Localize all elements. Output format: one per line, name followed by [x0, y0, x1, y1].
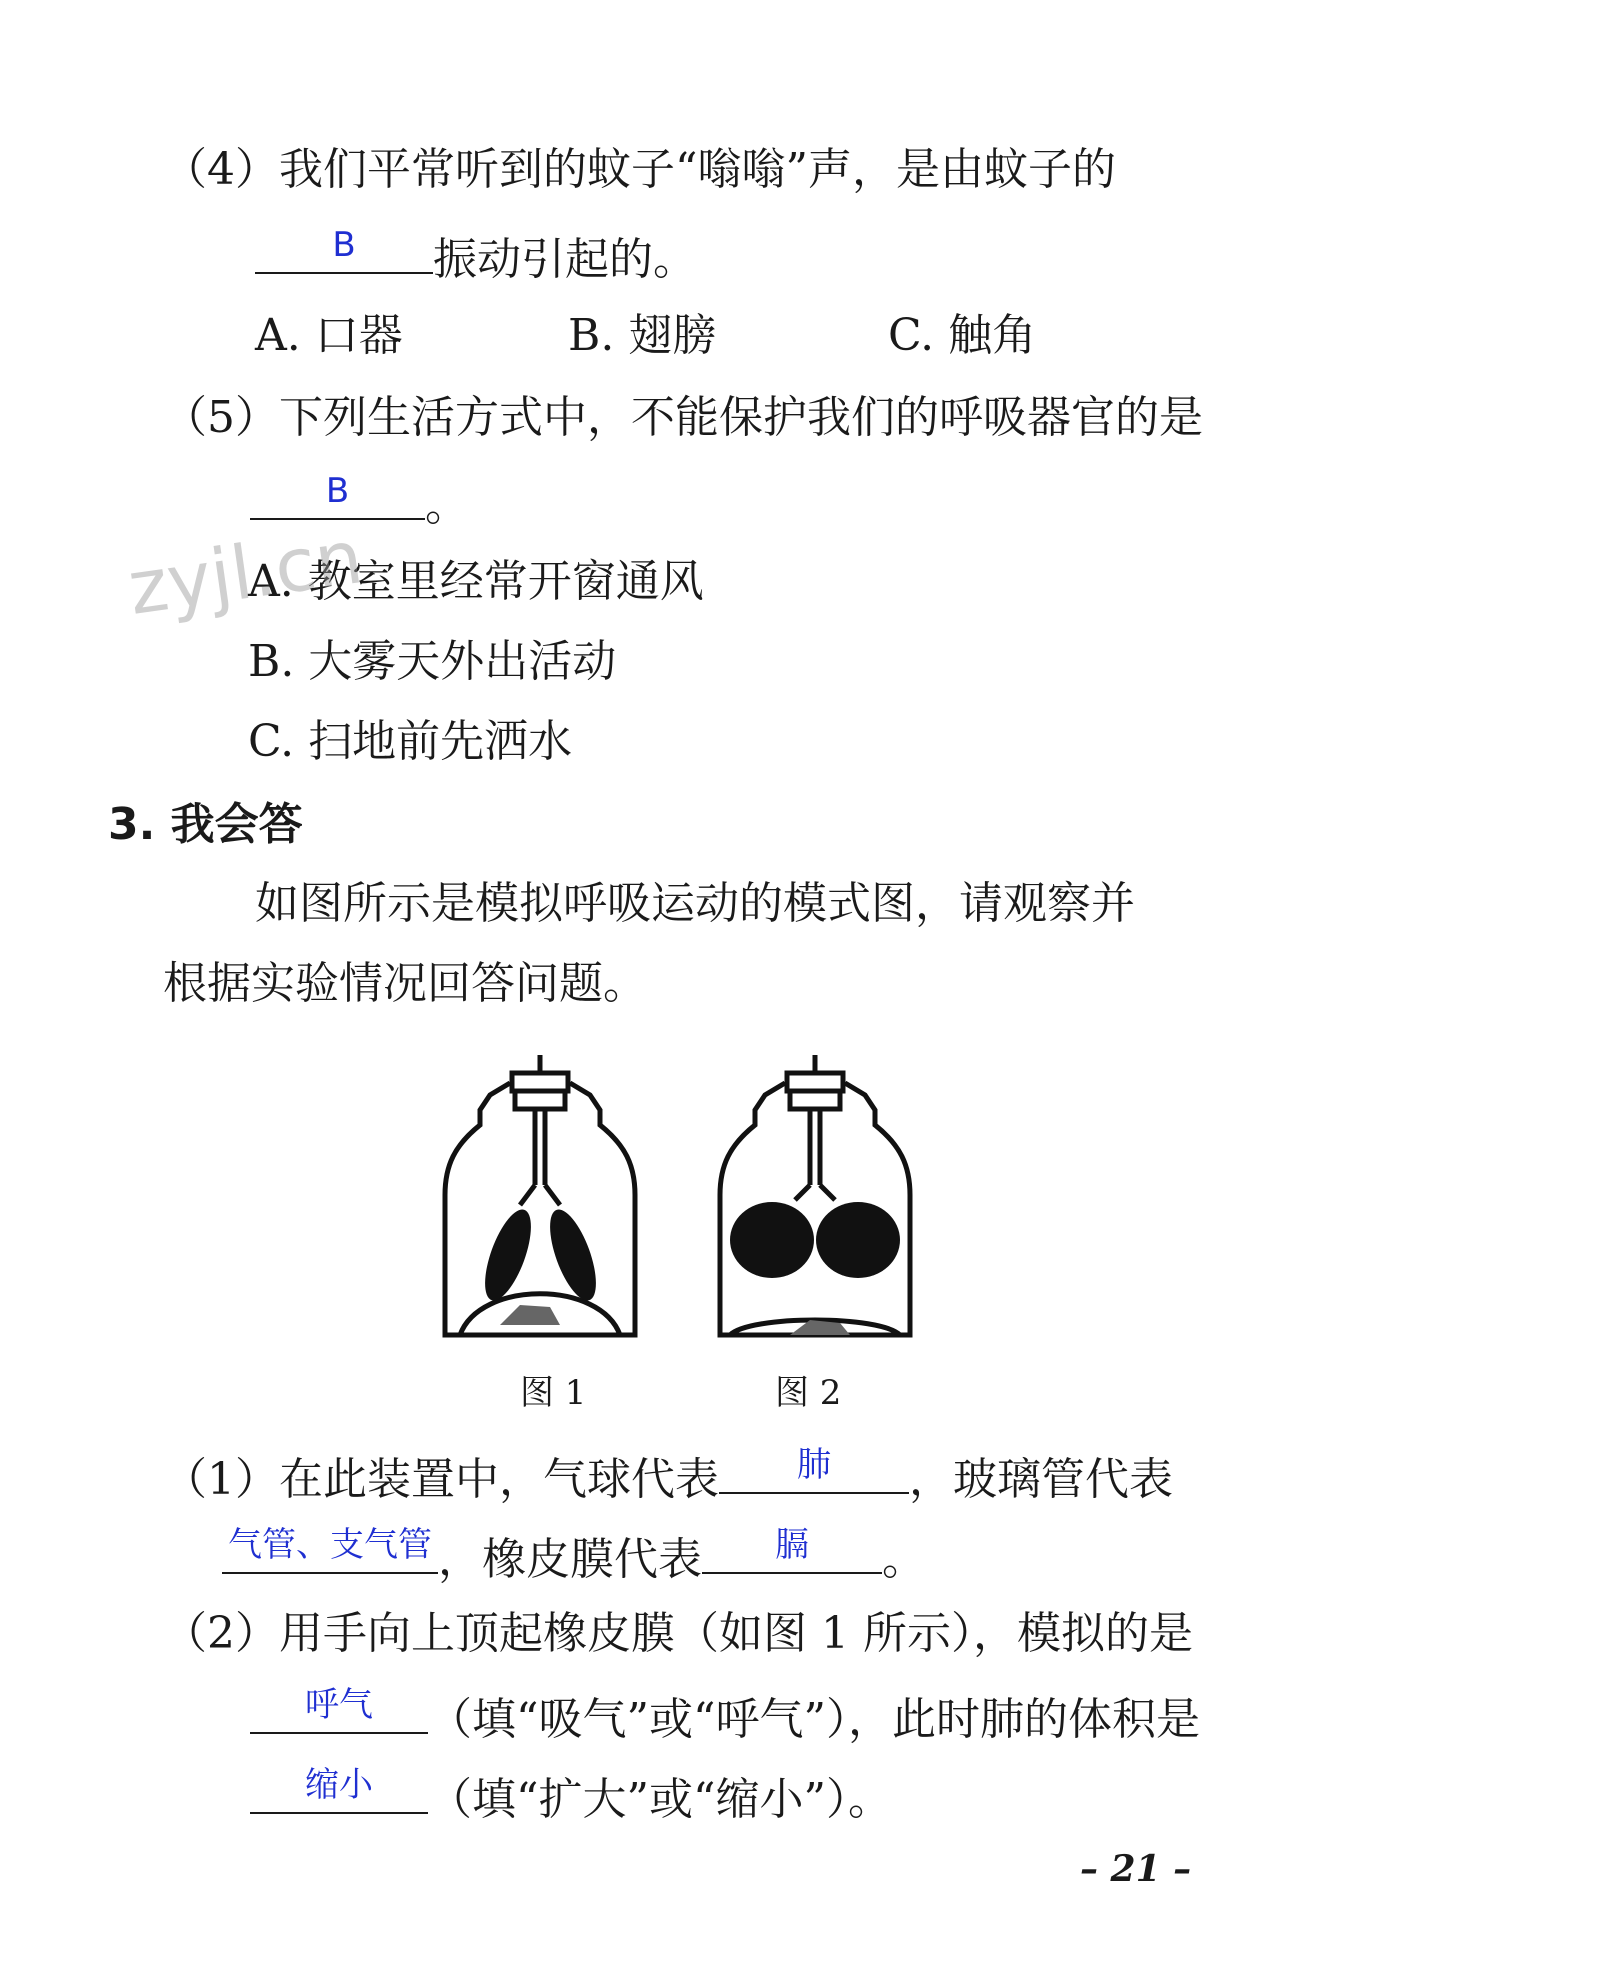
q5-stem-line2: B 。 [250, 478, 469, 528]
sub1-answer-a-blank[interactable] [719, 1445, 909, 1494]
sub2-answer-b-blank[interactable] [250, 1765, 428, 1814]
sub2-line3: 缩小 （填“扩大”或“缩小”）。 [250, 1772, 892, 1822]
q4-option-c: C. 触角 [888, 310, 1037, 361]
sub1-answer-c-blank[interactable] [702, 1525, 882, 1574]
sub2-answer-a-blank[interactable] [250, 1685, 428, 1734]
breathing-model-figure-2 [710, 1055, 920, 1350]
sub1-answer-a: 肺 [797, 1445, 831, 1485]
sub1-line2: 气管、支气管 ，橡皮膜代表 膈 。 [222, 1532, 926, 1582]
q5-option-a: A. 教室里经常开窗通风 [248, 556, 704, 607]
q4-answer-blank[interactable] [255, 225, 433, 274]
sub2-line2: 呼气 （填“吸气”或“呼气”），此时肺的体积是 [250, 1692, 1200, 1742]
q4-answer: B [332, 225, 356, 265]
figure-1-caption: 图 1 [520, 1373, 587, 1413]
sub1-answer-b: 气管、支气管 [228, 1525, 432, 1565]
q4-option-a: A. 口器 [255, 310, 403, 361]
q5-stem-line1: （5）下列生活方式中，不能保护我们的呼吸器官的是 [163, 392, 1203, 443]
sub1-answer-c: 膈 [775, 1525, 809, 1565]
page-number: – 21 – [1080, 1848, 1192, 1890]
sub1-answer-b-blank[interactable] [222, 1525, 438, 1574]
q5-answer-blank[interactable] [250, 471, 425, 520]
sub1-line1: （1）在此装置中，气球代表 肺 ，玻璃管代表 [163, 1445, 1173, 1505]
q5-answer: B [325, 471, 350, 511]
watermark: zyjl.cn [123, 514, 368, 632]
section3-heading: 3. 我会答 [108, 799, 303, 850]
breathing-model-figure-1 [440, 1055, 650, 1350]
q4-option-b: B. 翅膀 [568, 310, 717, 361]
sub2-answer-b: 缩小 [305, 1765, 373, 1805]
figure-2-caption: 图 2 [775, 1373, 842, 1413]
q4-stem-line1: （4）我们平常听到的蚊子“嗡嗡”声，是由蚊子的 [163, 144, 1116, 195]
q5-option-b: B. 大雾天外出活动 [248, 636, 617, 687]
q4-stem-line2: B 振动引起的。 [255, 232, 697, 282]
section3-intro-line1: 如图所示是模拟呼吸运动的模式图，请观察并 [255, 878, 1135, 929]
sub2-answer-a: 呼气 [305, 1685, 373, 1725]
sub2-line1: （2）用手向上顶起橡皮膜（如图 1 所示），模拟的是 [163, 1608, 1193, 1659]
section3-intro-line2: 根据实验情况回答问题。 [163, 958, 647, 1009]
q5-option-c: C. 扫地前先洒水 [248, 716, 573, 767]
